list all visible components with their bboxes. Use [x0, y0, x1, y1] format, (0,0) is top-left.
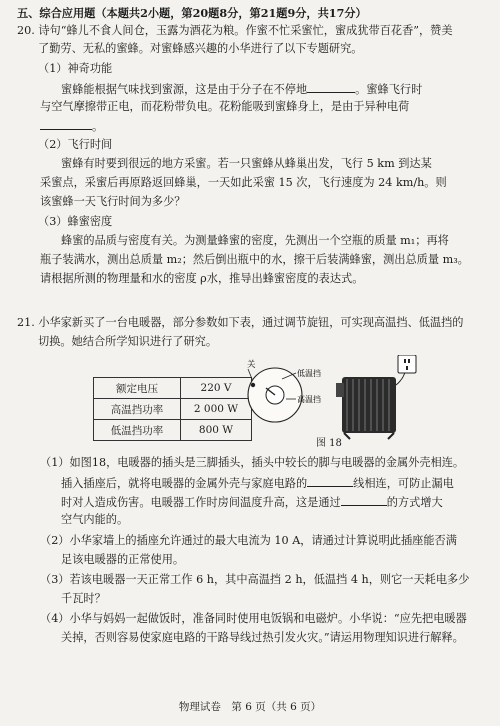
table-row: [94, 399, 252, 420]
q20-sub1-line3: 。: [40, 118, 103, 134]
q21-stem-line1: 21. 小华家新买了一台电暖器，部分参数如下表，通过调节旋钮，可实现高温挡、低温挡的: [17, 316, 464, 329]
wall-socket-illustration: [398, 355, 416, 373]
q20-sub3-line2: 瓶子装满水，测出总质量 m₂；然后倒出瓶中的水，擦干后装满蜂蜜，测出总质量 m₃。: [40, 253, 469, 266]
q20-sub1-line1: 蜜蜂能根据气味找到蜜源，这是由于分子在不停地 。蜜蜂飞行时: [61, 83, 423, 96]
q20-sub3-title: （3）蜂蜜密度: [38, 215, 113, 228]
q21-sub1-line4: 空气内能的。: [61, 513, 129, 526]
parameter-table: [93, 377, 252, 441]
q21-sub4-line1: （4）小华与妈妈一起做饭时，准备同时使用电饭锅和电磁炉。小华说：“应先把电暖器: [40, 612, 467, 625]
q20-stem-line2: 了勤劳、无私的蜜蜂。对蜜蜂感兴趣的小华进行了以下专题研究。: [38, 42, 363, 55]
oil-heater-illustration: [336, 365, 406, 439]
q21-sub2-line1: （2）小华家墙上的插座允许通过的最大电流为 10 A，请通过计算说明此插座能否满: [40, 534, 457, 547]
q20-sub3-line3: 请根据所测的物理量和水的密度 ρ水，推导出蜂蜜密度的表达式。: [40, 272, 364, 285]
answer-blank: [307, 81, 355, 93]
section-header: 五、综合应用题（本题共2小题，第20题8分，第21题9分，共17分）: [17, 6, 367, 20]
off-dot: [251, 383, 255, 387]
param-label: 额定电压: [94, 378, 181, 399]
knob-low-label: 低温挡: [297, 369, 321, 378]
q21-sub1-line3: 时对人造成伤害。电暖器工作时房间温度升高，这是通过 的方式增大: [61, 496, 443, 509]
param-value: 2 000 W: [181, 399, 252, 420]
q20-sub2-title: （2）飞行时间: [38, 138, 113, 151]
heater-figure: [238, 355, 418, 443]
answer-blank: [40, 118, 92, 130]
knob-diagram: [247, 359, 321, 422]
q20-sub1-title: （1）神奇功能: [38, 62, 113, 75]
q21-sub4-line2: 关掉，否则容易使家庭电路的干路导线过热引发火灾。”请运用物理知识进行解释。: [61, 631, 464, 644]
q21-sub2-line2: 足该电暖器的正常使用。: [61, 553, 185, 566]
q20-sub3-line1: 蜂蜜的品质与密度有关。为测量蜂蜜的密度，先测出一个空瓶的质量 m₁；再将: [61, 234, 449, 247]
param-value: 220 V: [181, 378, 252, 399]
q21-sub1-line2: 插入插座后，就将电暖器的金属外壳与家庭电路的 线相连，可防止漏电: [61, 477, 454, 490]
knob-off-label: 关: [247, 360, 256, 370]
figure-caption: 图 18: [316, 438, 342, 449]
answer-blank: [341, 494, 387, 506]
q20-sub1-line2: 与空气摩擦带正电，而花粉带负电。花粉能吸到蜜蜂身上，是由于异种电荷: [40, 100, 410, 113]
q21-stem-line2: 切换。她结合所学知识进行了研究。: [38, 335, 218, 348]
q20-sub2-line3: 该蜜蜂一天飞行时间为多少？: [40, 195, 186, 208]
q20-sub2-line2: 采蜜点，采蜜后再原路返回蜂巢，一天如此采蜜 15 次，飞行速度为 24 km/h。则: [40, 176, 447, 189]
q21-sub3-line2: 千瓦时？: [61, 592, 106, 605]
param-label: 高温挡功率: [94, 399, 181, 420]
table-row: [94, 378, 252, 399]
page-footer: 物理试卷 第 6 页（共 6 页）: [178, 701, 322, 713]
q20-sub2-line1: 蜜蜂有时要到很远的地方采蜜。若一只蜜蜂从蜂巢出发，飞行 5 km 到达某: [61, 157, 432, 170]
answer-blank: [307, 475, 353, 487]
q20-stem-line1: 20. 诗句“蜂儿不食人间仓，玉露为酒花为粮。作蜜不忙采蜜忙，蜜成犹带百花香”，赞美: [17, 24, 453, 37]
param-label: 低温挡功率: [94, 420, 181, 441]
param-value: 800 W: [181, 420, 252, 441]
q21-sub1-line1: （1）如图18，电暖器的插头是三脚插头，插头中较长的脚与电暖器的金属外壳相连。: [40, 456, 465, 469]
q21-sub3-line1: （3）若该电暖器一天正常工作 6 h，其中高温挡 2 h，低温挡 4 h，则它一天耗电多少: [40, 573, 470, 586]
table-row: [94, 420, 252, 441]
knob-high-label: 高温挡: [297, 395, 321, 404]
